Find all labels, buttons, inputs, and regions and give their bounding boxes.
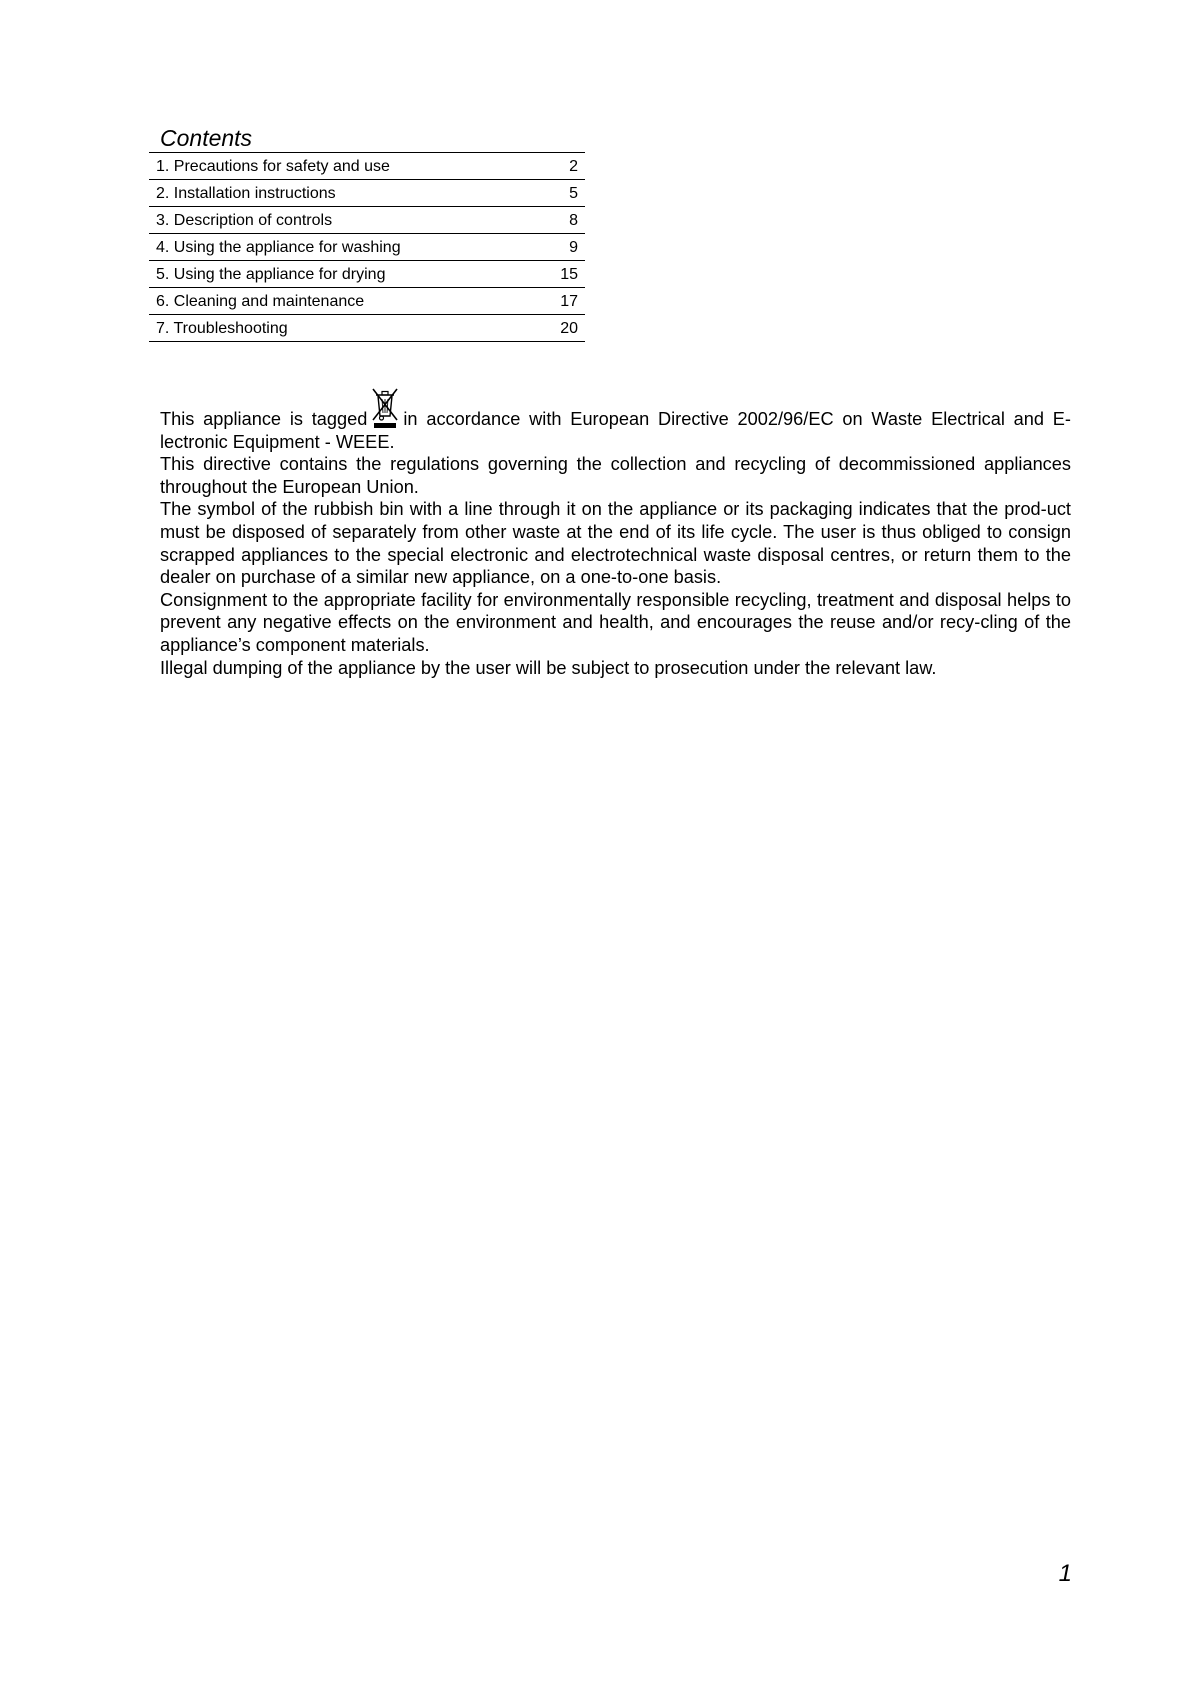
toc-item-page: 8 (569, 211, 578, 229)
weee-paragraph: Illegal dumping of the appliance by the user will be subject to prosecution under the relevant law. (160, 657, 937, 678)
weee-text-before-icon: This appliance is tagged (160, 409, 368, 429)
toc-row (149, 207, 585, 234)
page-number: 1 (1058, 1560, 1072, 1587)
weee-text-after-icon: in accordance with European Directive 2002/96/EC on Waste Electrical and E-lectronic Equipment - WEEE. (160, 409, 1071, 452)
toc-row (149, 261, 585, 288)
weee-paragraph: This directive contains the regulations governing the collection and recycling of decommissioned appliances throughout the European Union. (160, 454, 1071, 497)
toc-row (149, 234, 585, 261)
toc-item-page: 20 (560, 319, 578, 337)
crossed-out-wheelie-bin-icon (371, 387, 399, 429)
toc-item-page: 2 (569, 157, 578, 175)
weee-paragraph (160, 387, 1071, 453)
weee-notice (160, 387, 1071, 679)
toc-item-label: 1. Precautions for safety and use (156, 157, 390, 175)
contents-title: Contents (160, 125, 253, 151)
toc-row (149, 153, 585, 180)
table-of-contents (149, 152, 585, 342)
toc-item-label: 7. Troubleshooting (156, 319, 288, 337)
toc-row (149, 180, 585, 207)
toc-item-label: 3. Description of controls (156, 211, 333, 229)
toc-item-label: 4. Using the appliance for washing (156, 238, 401, 256)
weee-paragraph: Consignment to the appropriate facility for environmentally responsible recycling, treatment and disposal helps to prevent any negative effects on the environment and health, and encourages the reuse and/or recy-cling of the appliance’s component materials. (160, 589, 1071, 655)
toc-item-page: 15 (560, 265, 578, 283)
toc-item-label: 2. Installation instructions (156, 184, 336, 202)
toc-item-label: 5. Using the appliance for drying (156, 265, 386, 283)
toc-item-label: 6. Cleaning and maintenance (156, 292, 365, 310)
toc-row (149, 288, 585, 315)
toc-item-page: 9 (569, 238, 578, 256)
toc-row (149, 315, 585, 342)
toc-item-page: 17 (560, 292, 578, 310)
toc-item-page: 5 (569, 184, 578, 202)
weee-paragraph: The symbol of the rubbish bin with a line through it on the appliance or its packaging indicates that the prod-uct must be disposed of separately from other waste at the end of its life cycle. The user is thus obliged to consign scrapped appliances to the special electronic and electrotechnical waste disposal centres, or return them to the dealer on purchase of a similar new appliance, on a one-to-one basis. (160, 499, 1071, 588)
